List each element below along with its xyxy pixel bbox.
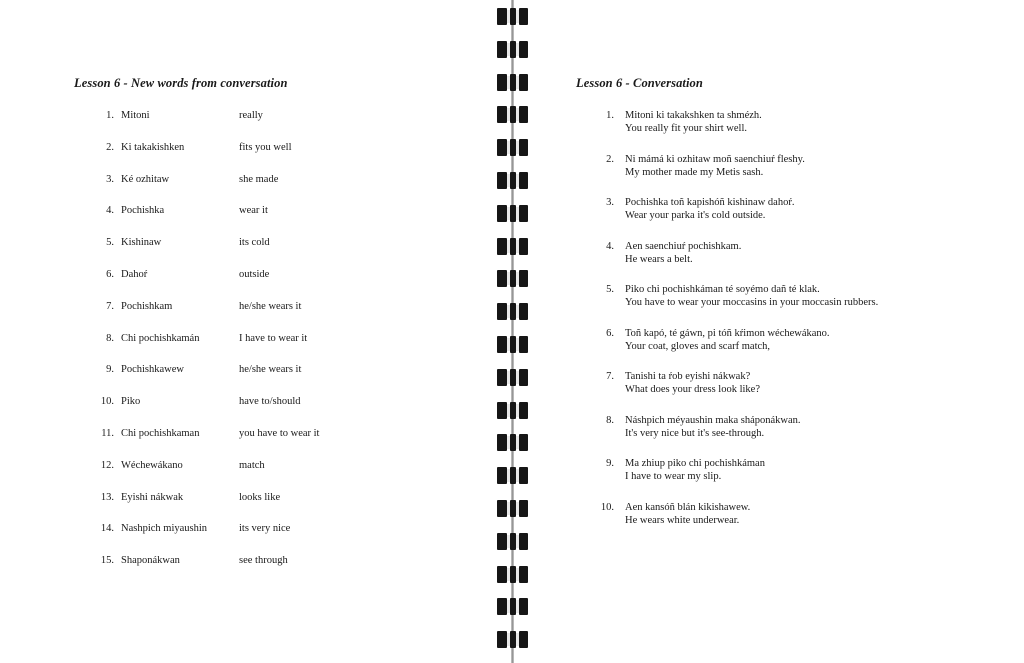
spiral-binding <box>497 0 531 663</box>
vocab-meaning: really <box>239 110 263 121</box>
conversation-lines <box>625 196 1020 222</box>
vocab-word: Chi pochishkaman <box>121 428 200 439</box>
vocab-row <box>0 110 495 126</box>
vocab-number: 15. <box>100 555 114 567</box>
binding-coil <box>497 8 529 25</box>
left-page <box>0 0 495 663</box>
binding-coil <box>497 369 529 386</box>
vocab-number: 11. <box>101 428 114 439</box>
vocab-number: 13. <box>100 491 114 503</box>
vocab-row <box>0 523 495 539</box>
binding-coil <box>497 566 529 583</box>
vocab-number: 6. <box>106 269 114 280</box>
vocab-row <box>0 460 495 476</box>
vocab-row <box>0 492 495 508</box>
vocab-row <box>0 364 495 380</box>
vocab-row <box>0 269 495 285</box>
vocab-meaning: match <box>239 459 265 471</box>
vocab-row <box>0 333 495 349</box>
vocab-meaning: I have to wear it <box>239 332 308 344</box>
vocab-row <box>0 142 495 158</box>
conversation-lines <box>625 370 1020 396</box>
conversation-lines <box>625 457 1020 483</box>
english-translation: You have to wear your moccasins in your moccasin rubbers. <box>625 297 879 308</box>
conversation-number: 10. <box>600 501 614 513</box>
michif-sentence: Ni mámá ki ozhitaw moñ saenchiuŕ fleshy. <box>625 153 805 165</box>
vocab-word: Dahoŕ <box>121 269 148 280</box>
binding-coil <box>497 434 529 451</box>
conversation-lines <box>625 153 1020 179</box>
vocab-row <box>0 396 495 412</box>
conversation-lines <box>625 501 1020 527</box>
binding-coil <box>497 467 529 484</box>
binding-rod <box>511 0 514 663</box>
vocab-meaning: looks like <box>239 491 281 503</box>
vocab-meaning: you have to wear it <box>239 428 320 439</box>
english-translation: What does your dress look like? <box>625 384 761 395</box>
michif-sentence: Aen kansóñ blán kikishawew. <box>625 501 751 513</box>
binding-coil <box>497 500 529 517</box>
vocab-word: Chi pochishkamán <box>121 332 200 344</box>
conversation-lines <box>625 283 1020 309</box>
binding-coil <box>497 631 529 648</box>
vocab-number: 7. <box>106 300 114 312</box>
vocab-row <box>0 555 495 571</box>
vocab-number: 12. <box>100 459 114 471</box>
conversation-number: 4. <box>606 240 614 252</box>
michif-sentence: Náshpich méyaushin maka sháponákwan. <box>625 414 801 426</box>
binding-coil <box>497 205 529 222</box>
vocab-word: Pochishkawew <box>121 364 184 376</box>
vocab-meaning: wear it <box>239 205 268 217</box>
vocab-row <box>0 301 495 317</box>
vocab-word: Pochishka <box>121 205 165 217</box>
vocab-word: Piko <box>121 396 141 408</box>
english-translation: My mother made my Metis sash. <box>625 166 764 178</box>
michif-sentence: Aen saenchiuŕ pochishkam. <box>625 240 742 252</box>
vocab-row <box>0 174 495 190</box>
vocab-number: 9. <box>106 364 114 376</box>
michif-sentence: Tanishi ta ŕob eyishi nákwak? <box>625 371 751 382</box>
conversation-lines <box>625 414 1020 440</box>
conversation-lines <box>625 109 1020 135</box>
vocab-meaning: its cold <box>239 237 270 249</box>
vocab-word: Wéchewákano <box>121 459 183 471</box>
conversation-number: 6. <box>606 327 614 339</box>
conversation-lines <box>625 240 1020 266</box>
binding-coil <box>497 238 529 255</box>
binding-coil <box>497 172 529 189</box>
english-translation: He wears white underwear. <box>625 514 740 526</box>
vocab-word: Ké ozhitaw <box>121 173 170 185</box>
vocab-meaning: he/she wears it <box>239 364 302 376</box>
vocab-word: Pochishkam <box>121 300 173 312</box>
vocab-meaning: fits you well <box>239 141 292 153</box>
vocab-word: Nashpich miyaushin <box>121 523 208 535</box>
conversation-number: 3. <box>606 197 614 208</box>
conversation-number: 1. <box>606 110 614 121</box>
vocab-lesson-title: Lesson 6 - New words from conversation <box>74 76 288 90</box>
binding-coil <box>497 533 529 550</box>
michif-sentence: Piko chi pochishkáman té soyémo dañ té klak. <box>625 284 820 295</box>
english-translation: Your coat, gloves and scarf match, <box>625 340 771 352</box>
vocab-meaning: he/she wears it <box>239 300 302 312</box>
conversation-number: 7. <box>606 371 614 382</box>
vocab-number: 2. <box>106 141 114 153</box>
vocab-word: Mitoni <box>121 110 150 121</box>
right-page <box>540 0 1024 663</box>
vocab-number: 4. <box>106 205 114 217</box>
vocab-row <box>0 205 495 221</box>
vocab-number: 8. <box>106 332 114 344</box>
binding-coil <box>497 270 529 287</box>
binding-coil <box>497 402 529 419</box>
michif-sentence: Pochishka toñ kapishóñ kishinaw dahoŕ. <box>625 197 795 208</box>
binding-coil <box>497 74 529 91</box>
conversation-lesson-title: Lesson 6 - Conversation <box>576 76 703 90</box>
vocab-row <box>0 428 495 444</box>
binding-coil <box>497 336 529 353</box>
vocab-meaning: she made <box>239 173 279 185</box>
binding-coil <box>497 303 529 320</box>
vocab-meaning: outside <box>239 269 270 280</box>
vocab-number: 3. <box>106 173 114 185</box>
michif-sentence: Mitoni ki takakshken ta shmézh. <box>625 110 762 121</box>
binding-coil <box>497 106 529 123</box>
conversation-lines <box>625 327 1020 353</box>
english-translation: It's very nice but it's see-through. <box>625 427 765 439</box>
vocab-word: Kishinaw <box>121 237 162 249</box>
vocab-meaning: have to/should <box>239 396 301 408</box>
vocab-meaning: see through <box>239 555 288 567</box>
vocab-word: Ki takakishken <box>121 141 185 153</box>
english-translation: He wears a belt. <box>625 253 693 265</box>
vocab-number: 1. <box>106 110 114 121</box>
english-translation: Wear your parka it's cold outside. <box>625 210 766 221</box>
conversation-number: 2. <box>606 153 614 165</box>
conversation-number: 9. <box>606 458 614 469</box>
michif-sentence: Ma zhiup piko chi pochishkáman <box>625 458 765 469</box>
vocab-word: Eyishi nákwak <box>121 491 184 503</box>
english-translation: You really fit your shirt well. <box>625 123 748 134</box>
conversation-number: 5. <box>606 284 614 295</box>
binding-coil <box>497 598 529 615</box>
vocab-meaning: its very nice <box>239 523 291 535</box>
vocab-number: 5. <box>106 237 114 249</box>
vocab-number: 10. <box>100 396 114 408</box>
english-translation: I have to wear my slip. <box>625 471 722 482</box>
vocab-number: 14. <box>100 523 114 535</box>
conversation-number: 8. <box>606 414 614 426</box>
vocab-word: Shaponákwan <box>121 555 180 567</box>
binding-coil <box>497 139 529 156</box>
vocab-row <box>0 237 495 253</box>
michif-sentence: Toñ kapó, té gáwn, pi tóñ kŕimon wéchewákano. <box>625 327 830 339</box>
binding-coil <box>497 41 529 58</box>
